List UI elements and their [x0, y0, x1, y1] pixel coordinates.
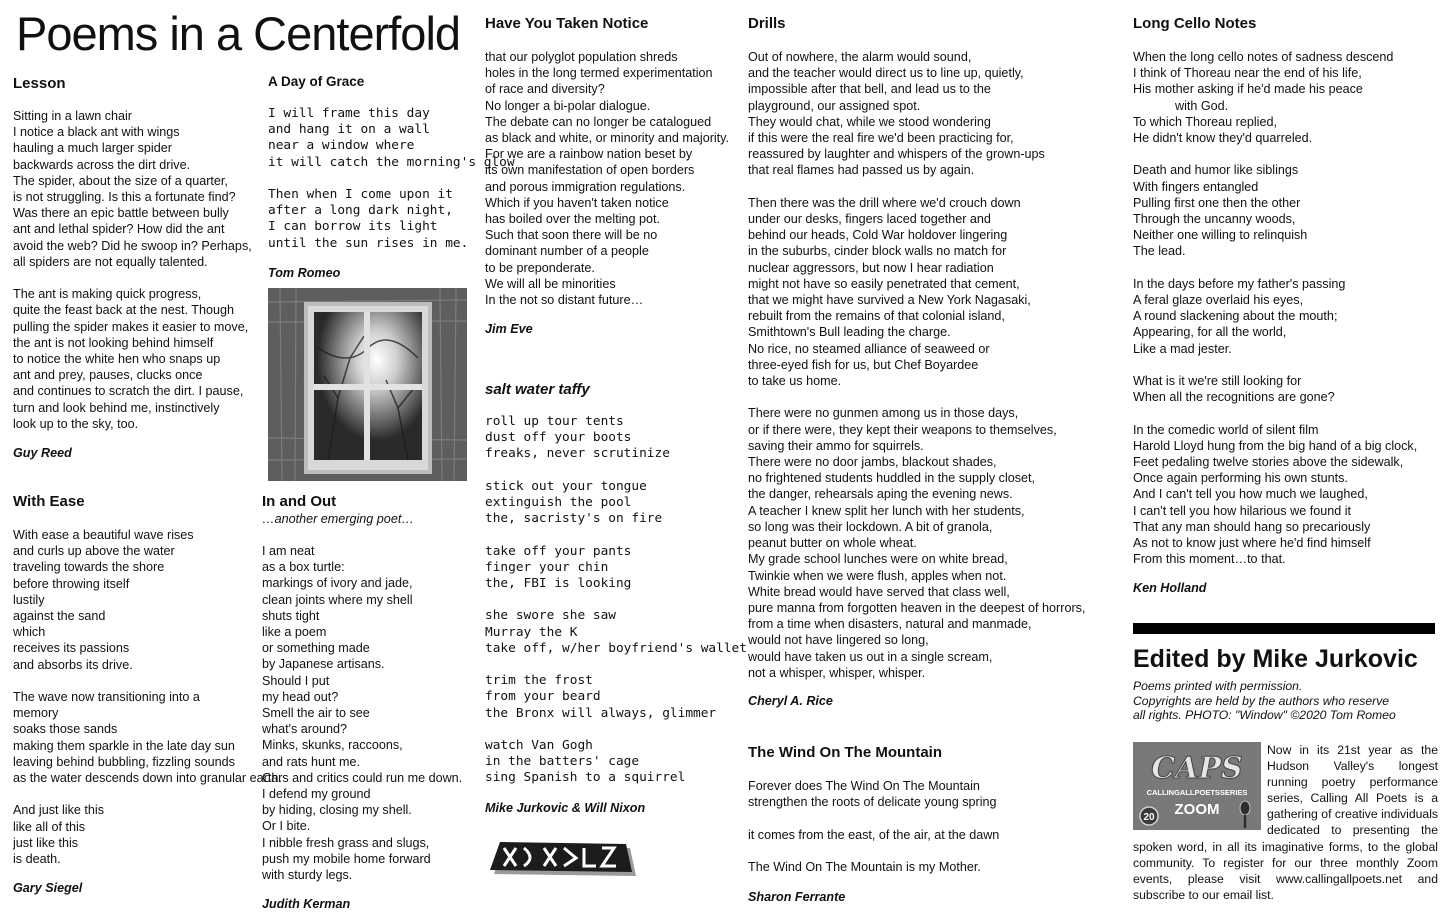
- caps-series-text: CALLINGALLPOETSSERIES: [1146, 788, 1248, 797]
- taffy-author: Mike Jurkovic & Will Nixon: [485, 801, 646, 815]
- graffiti-logo: [490, 840, 638, 880]
- with-ease-title: With Ease: [13, 493, 85, 510]
- with-ease-author: Gary Siegel: [13, 881, 83, 895]
- wind-body: Forever does The Wind On The Mountain strengthen the roots of delicate young spring it comes from the east, of the air, at the dawn The Wind On The Mountain is my Mother.: [748, 779, 1000, 875]
- drills-author: Cheryl A. Rice: [748, 694, 833, 708]
- lesson-title: Lesson: [13, 75, 66, 92]
- taken-notice-author: Jim Eve: [485, 322, 533, 336]
- caps-zoom-text: ZOOM: [1174, 801, 1220, 818]
- drills-title: Drills: [748, 15, 786, 32]
- taken-notice-body: that our polyglot population shreds holes in the long termed experimentation of race and diversity? No longer a bi-polar dialogue. The debate can no longer be catalogued as black and white, or minority and majority. For we are a rainbow nation beset by its own manifestation of open borders and porous immigration regulations. Which if you haven't taken notice has boiled over the melting pot. Such that soon there will be no dominant number of a people to be preponderate. We will all be minorities In the not so distant future…: [485, 50, 730, 308]
- taken-notice-title: Have You Taken Notice: [485, 15, 649, 32]
- about-text: Now in its 21st year as the Hudson Valley's longest running poetry performance series, Calling All Poets is a gathering of creative individuals dedicated to presenting the spoken word, in all its imaginative forms, to the global community. To register for our three monthly Zoom events, please visit www.callingallpoets.net and subscribe to our email list.: [1133, 743, 1438, 902]
- editor-credit: Edited by Mike Jurkovic: [1133, 645, 1418, 673]
- day-of-grace-body: I will frame this day and hang it on a wall near a window where it will catch the morning's glow Then when I come upon it after a long dark night, I can borrow its light until the sun rises in me.: [268, 106, 515, 251]
- calling-all-poets-logo: [1133, 742, 1261, 830]
- caps-logo-text: CAPS: [1151, 751, 1243, 786]
- cello-title: Long Cello Notes: [1133, 15, 1257, 32]
- in-and-out-body: I am neat as a box turtle: markings of ivory and jade, clean joints where my shell shuts tight like a poem or something made by Japanese artisans. Should I put my head out? Smell the air to see what's around? Minks, skunks, raccoons, and rats hunt me. Cars and critics could run me down. I defend my ground by hiding, closing my shell. Or I bite. I nibble fresh grass and slugs, push my mobile home forward with sturdy legs.: [262, 544, 463, 883]
- permission-note: Poems printed with permission. Copyrights are held by the authors who reserve all rights. PHOTO: "Window" ©2020 Tom Romeo: [1133, 679, 1396, 723]
- caps-year-text: 20: [1143, 812, 1155, 823]
- window-photo: [268, 288, 467, 481]
- cello-author: Ken Holland: [1133, 581, 1207, 595]
- page-title: Poems in a Centerfold: [16, 7, 461, 60]
- divider-rule: [1133, 623, 1435, 634]
- in-and-out-author: Judith Kerman: [262, 897, 351, 911]
- in-and-out-title: In and Out: [262, 493, 337, 510]
- wind-title: The Wind On The Mountain: [748, 744, 943, 761]
- wind-author: Sharon Ferrante: [748, 890, 846, 904]
- drills-body: Out of nowhere, the alarm would sound, and the teacher would direct us to line up, quietly, impossible after that bell, and lead us to the playground, our assigned spot. They would chat, while we stood wondering if this were the real fire we'd been practicing for, reassured by laughter and whispers of the grown-ups that real flames had passed us by again. Then there was the drill where we'd crouch down under our desks, fingers laced together and behind our heads, Cold War holdover lingering in the suburbs, cinder block walls no match for nuclear aggressors, but now I hear radiation might not have so easily penetrated that cement, that we might have survived a New York Nagasaki, rebuilt from the remains of that colonial island, Smithtown's Bull leading the charge. No rice, no steamed alliance of seaweed or three-eyed fish for us, but Chef Boyardee to take us home. There were no gunmen among us in those days, or if there were, they kept their weapons to themselves, saving their ammo for squirrels. There were no door jambs, blackout shades, no frightened students huddled in the supply closet, the danger, rehearsals aping the evening news. A teacher I knew split her lunch with her students, so long was their lockdown. A bit of granola, peanut butter on whole wheat. My grade school lunches were on white bread, Twinkie when we were flush, apples when not. White bread would have served that class well, pure manna from forgotten heaven in the deepest of horrors, from a time when disasters, natural and manmade, would not have lingered so long, would have taken us out in a single scream, not a whisper, whisper, whisper.: [748, 50, 1086, 680]
- cello-body: When the long cello notes of sadness descend I think of Thoreau near the end of his life, His mother asking if he'd made his peace with God. To which Thoreau replied, He didn't know they'd quarreled. Death and humor like siblings With fingers entangled Pulling first one then the other Through the uncanny woods, Neither one willing to relinquish The lead. In the days before my father's passing A feral glaze overlaid his eyes, A round slackening about the mouth; Appearing, for all the world, Like a mad jester. What is it we're still looking for When all the recognitions are gone? In the comedic world of silent film Harold Lloyd hung from the big hand of a big clock, Feet pedaling twelve stories above the sidewalk, Once again performing his own stunts. And I can't tell you how much we laughed, I can't tell you how hilarious we found it That any man should hang so precariously As not to know just where he'd find himself From this moment…to that.: [1133, 50, 1418, 567]
- with-ease-body: With ease a beautiful wave rises and curls up above the water traveling towards the shore before throwing itself lustily against the sand which receives its passions and absorbs its drive. The wave now transitioning into a memory soaks those sands making them sparkle in the late day sun leaving behind bubbling, fizzling sounds as the water descends down into granular earth. And just like this like all of this just like this is death.: [13, 528, 282, 867]
- day-of-grace-author: Tom Romeo: [268, 266, 341, 280]
- day-of-grace-title: A Day of Grace: [268, 74, 365, 89]
- taffy-title: salt water taffy: [485, 381, 590, 398]
- lesson-author: Guy Reed: [13, 446, 72, 460]
- taffy-body: roll up tour tents dust off your boots freaks, never scrutinize stick out your tongue extinguish the pool the, sacristy's on fire take off your pants finger your chin the, FBI is looking she swore she saw Murray the K take off, w/her boyfriend's wallet trim the frost from your beard the Bronx will always, glimmer watch Van Gogh in the batters' cage sing Spanish to a squirrel: [485, 414, 747, 786]
- lesson-body: Sitting in a lawn chair I notice a black ant with wings hauling a much larger spider backwards across the dirt drive. The spider, about the size of a quarter, is not struggling. Is this a fortunate find? Was there an epic battle between bully ant and lethal spider? How did the ant avoid the web? Did he swoop in? Perhaps, all spiders are not equally talented. The ant is making quick progress, quite the feast back at the nest. Though pulling the spider makes it easier to move, the ant is not looking behind himself to notice the white hen who snaps up ant and prey, pauses, clucks once and continues to scratch the dirt. I pause, turn and look behind me, instinctively look up to the sky, too.: [13, 109, 252, 431]
- in-and-out-subtitle: …another emerging poet…: [262, 512, 414, 526]
